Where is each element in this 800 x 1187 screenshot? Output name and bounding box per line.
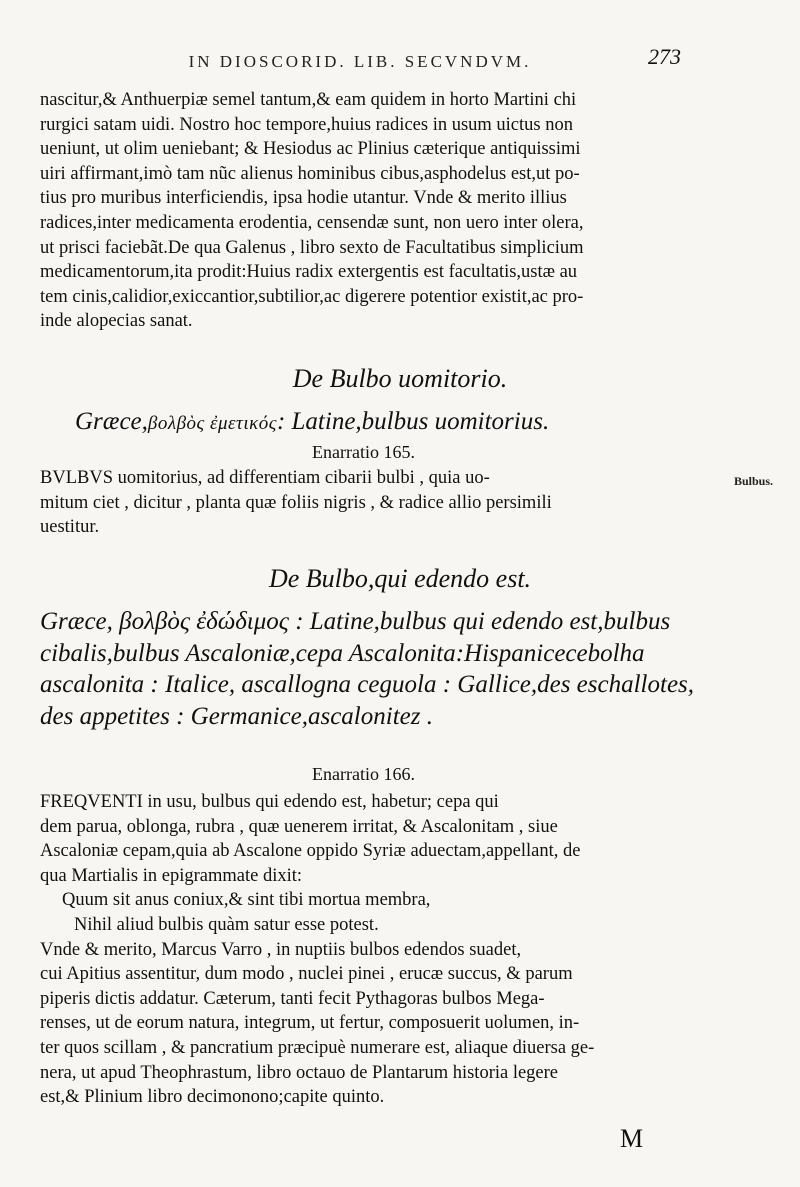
text-line: tem cinis,calidior,exiccantior,subtilior,ac digerere potentior existit,ac pro- — [40, 286, 584, 307]
running-title: IN DIOSCORID. LIB. SECVNDVM. — [188, 52, 532, 71]
text-line: dem parua, oblonga, rubra , quæ uenerem irritat, & Ascalonitam , siue — [40, 816, 558, 837]
text-line: uestitur. — [40, 517, 100, 538]
greek-latin-names — [75, 408, 549, 436]
latin-suffix: : Latine,bulbus uomitorius. — [276, 408, 550, 435]
enarratio-label: Enarratio 166. — [312, 764, 415, 784]
text-line: est,& Plinium libro decimonono;capite quinto. — [40, 1087, 385, 1108]
intro-paragraph — [40, 88, 715, 334]
text-line: piperis dictis addatur. Cæterum, tanti fecit Pythagoras bulbos Mega- — [40, 988, 545, 1009]
text-line: mitum ciet , dicitur , planta quæ foliis nigris , & radice allio persimili — [40, 492, 552, 513]
synonyms-block — [40, 606, 720, 732]
text-line: tius pro muribus interficiendis, ipsa hodie utantur. Vnde & merito illius — [40, 188, 567, 209]
text-line: ascalonita : Italice, ascallogna ceguola : Gallice,des eschallotes, — [40, 671, 695, 698]
text-line: BVLBVS uomitorius, ad differentiam cibarii bulbi , quia uo- — [40, 468, 490, 488]
text-line: nera, ut apud Theophrastum, libro octauo de Plantarum historia legere — [40, 1062, 559, 1083]
enarratio-label: Enarratio 165. — [312, 442, 415, 462]
text-line: ut prisci faciebãt.De qua Galenus , libro sexto de Facultatibus simplicium — [40, 237, 584, 258]
text-line: radices,inter medicamenta erodentia, censendæ sunt, non uero inter olera, — [40, 212, 584, 233]
text-line: Græce, βολβὸς ἐδώδιμος : Latine,bulbus qui edendo est,bulbus — [40, 608, 671, 635]
section-heading: De Bulbo uomitorio. — [292, 364, 508, 393]
text-line: renses, ut de eorum natura, integrum, ut fertur, composuerit uolumen, in- — [40, 1013, 580, 1034]
text-line: nascitur,& Anthuerpiæ semel tantum,& eam quidem in horto Martini chi — [40, 90, 577, 110]
greek-term: βολβὸς ἐμετικός — [147, 413, 277, 434]
bulbus-paragraph — [40, 466, 715, 540]
verse-line: Nihil aliud bulbis quàm satur esse potest. — [74, 914, 379, 935]
section-heading: De Bulbo,qui edendo est. — [268, 564, 532, 593]
text-line: des appetites : Germanice,ascalonitez . — [40, 702, 433, 730]
page-number: 273 — [648, 44, 681, 69]
text-line: FREQVENTI in usu, bulbus qui edendo est, habetur; cepa qui — [40, 792, 499, 812]
text-line: uiri affirmant,imò tam nũc alienus hominibus cibus,asphodelus est,ut po- — [40, 163, 580, 184]
text-line: inde alopecias sanat. — [40, 311, 193, 332]
main-paragraph — [40, 790, 715, 1110]
text-line: cui Apitius assentitur, dum modo , nuclei pinei , erucæ succus, & parum — [40, 964, 573, 985]
greek-prefix: Græce, — [75, 408, 148, 435]
margin-note: Bulbus. — [734, 474, 774, 488]
text-line: ueniunt, ut olim ueniebant; & Hesiodus ac Plinius cæterique antiquissimi — [40, 139, 581, 160]
text-line: cibalis,bulbus Ascaloniæ,cepa Ascalonita:Hispanicecebolha — [40, 639, 645, 667]
text-line: qua Martialis in epigrammate dixit: — [40, 865, 303, 886]
text-line: Ascaloniæ cepam,quia ab Ascalone oppido Syriæ aduectam,appellant, de — [40, 841, 581, 862]
text-line: Vnde & merito, Marcus Varro , in nuptiis bulbos edendos suadet, — [40, 939, 522, 960]
text-line: rurgici satam uidi. Nostro hoc tempore,huius radices in usum uictus non — [40, 114, 573, 135]
text-line: ter quos scillam , & pancratium præcipuè numerare est, aliaque diuersa ge- — [40, 1037, 595, 1058]
verse-line: Quum sit anus coniux,& sint tibi mortua membra, — [62, 890, 431, 911]
signature-mark: M — [620, 1124, 644, 1153]
text-line: medicamentorum,ita prodit:Huius radix extergentis est facultatis,ustæ au — [40, 262, 578, 283]
